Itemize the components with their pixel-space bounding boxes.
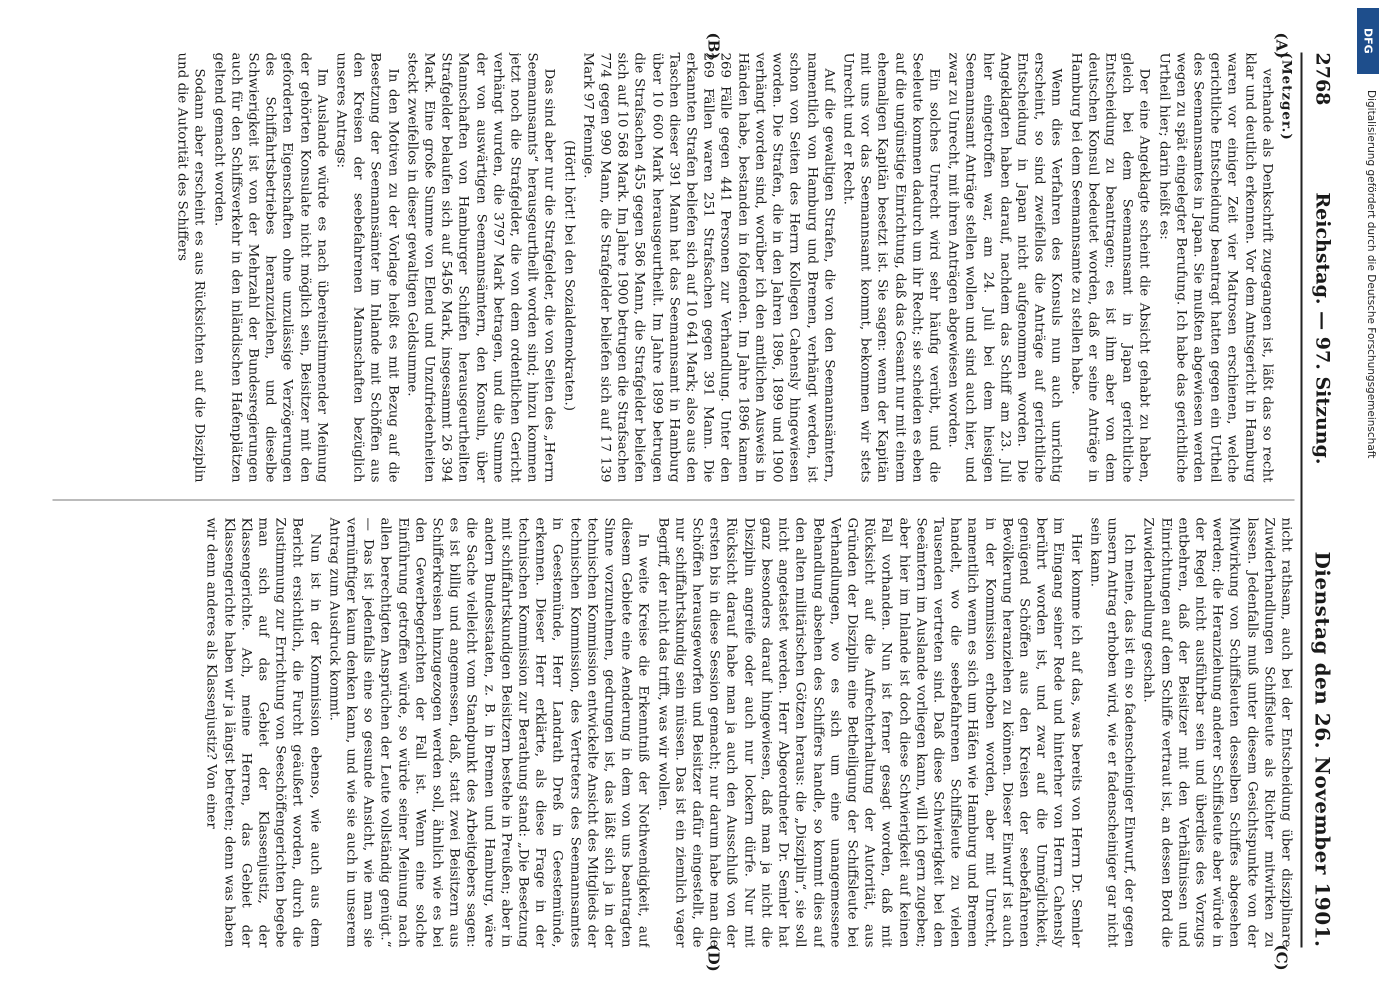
speaker-name: (Metzger.): [1278, 52, 1294, 141]
margin-marker-d: (D): [704, 944, 722, 972]
session-date: Dienstag den 26. November 1901.: [1310, 551, 1334, 948]
quotation: Im Auslande würde es nach übereinstimmender Meinung der gehörten Konsulate nicht möglich sein, Beisitzer mit den geforderten Eigenschaften ohne unzulässige Verzögerungen des Schiffahrtsbetriebes heranzuziehen, und dieselbe Schwierigkeit ist von der Mehrzahl der Bundesregierungen auch für den Schiffsverkehr in den inländischen Hafenplätzen geltend gemacht worden.: [210, 52, 329, 483]
header-title: [1311, 192, 1333, 464]
paragraph: Das sind aber nur die Strafgelder, die von Seiten des „Herrn Seemannsamts“ herausgeurtheilt worden sind; hinzu kommen jetzt noch die Strafgelder, die von dem ordentlichen Gericht verhängt wurden, die 3797 Mark betragen, und die Summe der von auswärtigen Seemannsämtern, den Konsuln, über Mannschaften von Hamburger Schiffen herausgeurtheilten Strafgelder belaufen sich auf 5456 Mark, insgesammt 26 394 Mark. Eine große Summe von Elend und Unzufriedenheiten steckt zweifellos in dieser gewaltigen Geldsumme.: [403, 52, 557, 483]
paragraph: Ich meine, das ist ein so fadenscheiniger Einwurf, der gegen unsern Antrag erhoben wird, wie er fadenscheiniger gar nicht sein kann.: [1086, 517, 1137, 948]
margin-marker-a: (A): [1272, 32, 1290, 59]
right-column: [52, 518, 1294, 948]
left-column: [52, 53, 1294, 483]
paragraph: Auf die gewaltigen Strafen, die von den Seemannsämtern, namentlich von Hamburg und Bremen, verhängt werden, ist schon von Seiten des Herrn Kollegen Cahensly hingewiesen worden. Die Strafen, die in den Jahren 1896, 1899 und 1900 verhängt worden sind, worüber ich den amtlichen Ausweis in Händen habe, bestanden in folgenden. Im Jahre 1896 kamen 269 Fälle gegen 441 Personen zur Verhandlung. Unter den 269 Fällen waren 251 Strafsachen gegen 391 Mann. Die erkannten Strafen beliefen sich auf 10 641 Mark; also aus den Taschen dieser 391 Mann hat das Seemannsamt in Hamburg über 10 600 Mark herausgeurtheilt. Im Jahre 1899 betrugen die Strafsachen 455 gegen 586 Mann, die Strafgelder beliefen sich auf 10 568 Mark. Im Jahre 1900 betrugen die Strafsachen 774 gegen 990 Mann, die Strafgelder beliefen sich auf 17 139 Mark 97 Pfennige.: [579, 52, 836, 483]
margin-marker-c: (C): [1272, 944, 1290, 971]
paragraph: nicht rathsam, auch bei der Entscheidung über disziplinare Zuwiderhandlungen Schiffsleute als Richter mitwirken zu lassen. Jedenfalls muß unter diesem Gesichtspunkte von der Mitwirkung von Schiffsleuten desselben Schiffes abgesehen werden; die Heranziehung anderer Schiffsleute aber würde in der Regel nicht ausführbar sein und überdies des Vorzugs entbehren, daß der Beisitzer mit den Verhältnissen und Einrichtungen auf dem Schiffe vertraut ist, an dessen Bord die Zuwiderhandlung geschah.: [1140, 517, 1293, 948]
paragraph: In weite Kreise die Erkenntniß der Nothwendigkeit, auf diesem Gebiete eine Aenderung in dem von uns beantragten Sinne vorzunehmen, gedrungen ist, das läßt sich ja in der technischen Kommission entwickelte Ansicht des Mitglieds der technischen Kommission, des Vertreters des Seemannsamtes in Geestemünde, Herr Landrath Dreß in Geestemünde, erkennen. Dieser Herr erklärte, als diese Frage in der technischen Kommission zur Berathung stand: „Die Besetzung mit schiffahrtskundigen Beisitzern bestehe in Preußen; aber in andern Bundesstaaten, z. B. in Bremen und Hamburg, wäre die Sache vielleicht vom Standpunkt des Arbeitgebers sagen: es ist billig und angemessen, daß, statt zwei Beisitzern aus Schifferkreisen hinzugezogen werden soll, ähnlich wie es bei den Gewerbegerichten der Fall ist. Wenn eine solche Einführung getroffen würde, so würde seiner Meinung nach allen berechtigten Ansprüchen der Leute vollständig genügt.“ — Das ist jedenfalls eine so gesunde Ansicht, wie man sie vernünftiger kaum denken kann, und wie sie auch in unserem Antrag zum Ausdruck kommt.: [325, 517, 651, 948]
paragraph: verhande als Denkschrift zugegangen ist, läßt das so recht klar und deutlich erkennen. Vor dem Amtsgericht in Hamburg waren vor einiger Zeit vier Matrosen erschienen, welche gerichtliche Entscheidung beantragt hatten gegen ein Urtheil des Seemannsamtes in Japan. Sie mußten abgewiesen werden wegen zu spät eingelegter Berufung. Ich habe das gerichtliche Urtheil hier; darin heißt es:: [1155, 52, 1274, 483]
digitization-credit: Digitalisierung gefördert durch die Deutsche Forschungsgemeinschaft: [1365, 90, 1377, 459]
paragraph: Nun ist in der Kommission ebenso, wie auch aus dem Bericht ersichtlich, die Furcht geäußert worden, durch die Zustimmung zur Errichtung von Seeschöffengerichten begebe man sich auf das Gebiet der Klassenjustiz, der Klassengerichte. Ach, meine Herren, das Gebiet der Klassengerichte haben wir ja längst betreten; denn was haben wir denn anderes als Klassenjustiz? Von einer: [203, 517, 322, 948]
paragraph: Ein solches Unrecht wird sehr häufig verübt, und die Seeleute kommen dadurch um ihr Recht; sie scheiden es eben auf die ungünstige Einrichtung, daß das Gesamt nur mit einem ehemaligen Kapitän besetzt ist. Sie sagen: wenn der Kapitän mit uns vor das Seemannsamt kommt, bekommen wir stets Unrecht und er Recht.: [839, 52, 941, 483]
interjection: (Hört! hört! bei den Sozialdemokraten.): [560, 140, 576, 411]
page-number: 2768: [1311, 52, 1333, 106]
paragraph: In den Motiven zu der Vorlage heißt es mit Bezug auf die Besetzung der Seemannsämter im Inlande mit Schöffen aus den Kreisen der seebefahrenen Mannschaften bezüglich unseres Antrags:: [333, 52, 400, 483]
rotated-page: [42, 32, 1342, 972]
paragraph: Wenn dies Verfahren des Konsuls nun auch unrichtig erscheint, so sind zweifellos die Anträge auf gerichtliche Entscheidung in Japan nicht aufgenommen worden. Die Angeklagten haben darauf, nachdem das Schiff am 23. Juli hier eingetroffen war, am 24. Juli bei dem hiesigen Seemannsamt Anträge stellen wollen und sind auch hier, und zwar zu Unrecht, mit ihren Anträgen abgewiesen worden.: [945, 52, 1064, 483]
column-divider: [52, 500, 1294, 501]
margin-marker-b: (B): [704, 32, 722, 60]
session-label: — 97. Sitzung.: [1311, 311, 1333, 465]
dfg-logo: DFG: [1357, 8, 1379, 74]
paragraph: Hier komme ich auf das, was bereits von Herrn Dr. Semler im Eingang seiner Rede und hinterher von Herrn Cahensly berührt worden ist, und zwar auf die Unmöglichkeit, genügend Schöffen aus den Kreisen der seebefahrenen Bevölkerung heranziehen zu können. Dieser Einwurf ist auch in der Kommission erhoben worden, aber mit Unrecht, namentlich wenn es sich um Häfen wie Hamburg und Bremen handelt, wo die seebefahrenen Schiffsleute zu vielen Tausenden vertreten sind. Daß diese Schwierigkeit bei den Seeämtern im Auslande vorliegen kann, will ich gern zugeben; aber hier im Inlande ist doch diese Schwierigkeit auf keinen Fall vorhanden. Nun ist ferner gesagt worden, daß mit Rücksicht auf die Aufrechterhaltung der Autorität, aus Gründen der Disziplin eine Betheiligung der Schiffsleute bei Verhandlungen, wo es sich um eine unangemessene Behandlung absehen des Schiffers handle, so kommt dies auf den alten militärischen Götzen heraus: die „Disziplin“, sie soll nicht angetastet werden. Herr Abgeordneter Dr. Semler hat ganz besonders darauf hingewiesen, daß man ja nicht die Disziplin angreife oder auch nur lockern dürfe. Nur mit Rücksicht darauf habe man ja auch den Ausschluß von der ersten bis in diese Session gemacht; nur darum habe man die Schöffen herausgeworfen und Beisitzer dafür eingestellt, die nur schiffahrtskundig sein müssen. Das ist ein ziemlich vager Begriff, der nicht das trifft, was wir wollen.: [654, 517, 1083, 948]
paragraph: Sodann aber erscheint es aus Rücksichten auf die Disziplin und die Autorität des Schiffers: [174, 52, 207, 483]
chamber-name: Reichstag.: [1311, 192, 1333, 305]
page-header: [1300, 53, 1342, 948]
paragraph: Der eine Angeklagte scheint die Absicht gehabt zu haben, gleich bei dem Seemannsamt in Japan gerichtliche Entscheidung zu beantragen; es ist ihm aber von dem deutschen Konsul bedeutet worden, daß er seine Anträge in Hamburg bei dem Seemannsamte zu stellen habe.: [1067, 52, 1152, 483]
